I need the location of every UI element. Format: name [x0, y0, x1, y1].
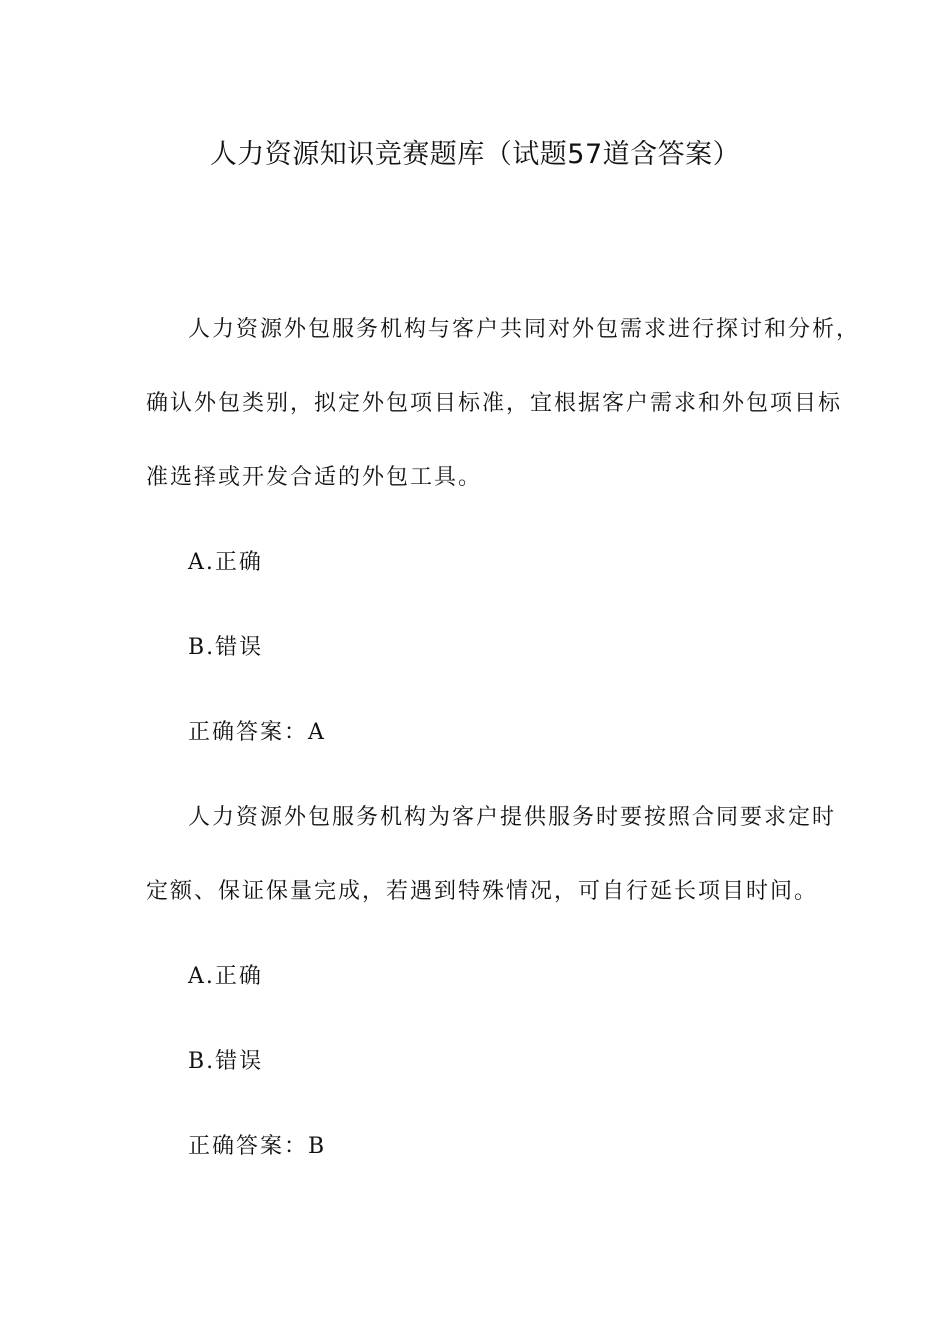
- question-text-line: 确认外包类别，拟定外包项目标准，宜根据客户需求和外包项目标: [146, 391, 843, 416]
- question-text-line: 准选择或开发合适的外包工具。: [146, 465, 483, 490]
- question-text-line: 人力资源外包服务机构为客户提供服务时要按照合同要求定时: [188, 805, 837, 830]
- option-b: B.错误: [188, 1049, 264, 1074]
- question-text-line: 人力资源外包服务机构与客户共同对外包需求进行探讨和分析，: [188, 317, 861, 342]
- document-title: 人力资源知识竞赛题库（试题57道含答案）: [209, 139, 741, 170]
- correct-answer: 正确答案：B: [188, 1134, 327, 1159]
- correct-answer: 正确答案：A: [188, 720, 326, 745]
- question-text-line: 定额、保证保量完成，若遇到特殊情况，可自行延长项目时间。: [146, 879, 819, 904]
- option-a: A.正确: [188, 964, 263, 989]
- option-b: B.错误: [188, 635, 264, 660]
- option-a: A.正确: [188, 550, 263, 575]
